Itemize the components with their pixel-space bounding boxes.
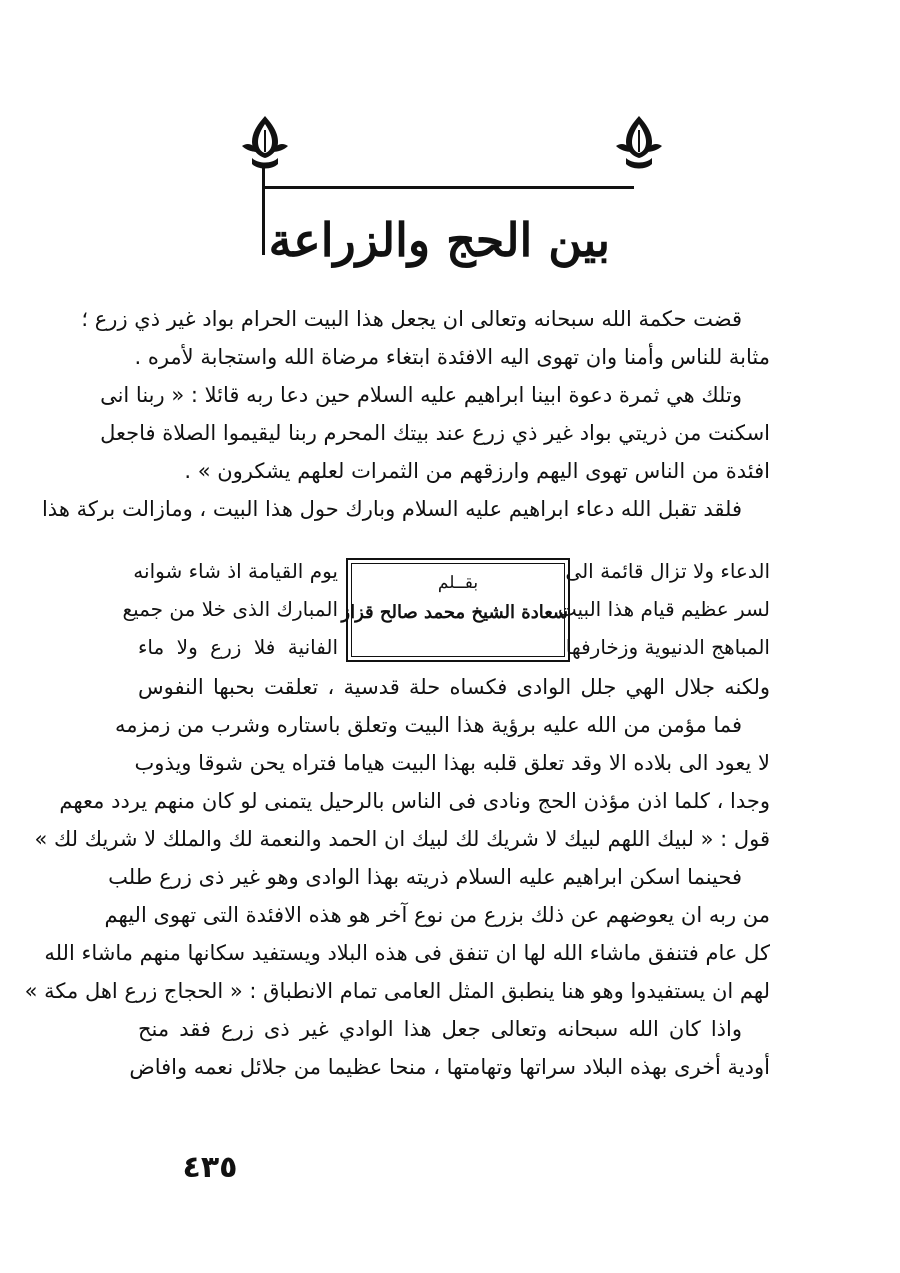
split-line-right: الدعاء ولا تزال قائمة الى [565, 559, 770, 583]
body-line: كل عام فتنفق ماشاء الله لها ان تنفق فى هذه البلاد ويستفيد سكانها منهم ماشاء الله [44, 941, 770, 965]
split-line-right: المباهج الدنيوية وزخارفها [565, 635, 770, 659]
article-body-top [41, 300, 770, 528]
body-line: فلقد تقبل الله دعاء ابراهيم عليه السلام وبارك حول هذا البيت ، ومازالت بركة هذا [41, 497, 742, 521]
split-line-left: الفانية فلا زرع ولا ماء [138, 635, 338, 659]
right-lotus-ornament-icon [612, 112, 666, 172]
body-line: اسكنت من ذريتي بواد غير ذي زرع عند بيتك المحرم ربنا ليقيموا الصلاة فاجعل [100, 421, 770, 445]
body-line: واذا كان الله سبحانه وتعالى جعل هذا الوادي غير ذى زرع فقد منح [138, 1017, 742, 1041]
body-line: ولكنه جلال الهي جلل الوادى فكساه حلة قدسية ، تعلقت بحبها النفوس [138, 675, 770, 699]
split-line-left: المبارك الذى خلا من جميع [122, 597, 338, 621]
header-vertical-rule [262, 165, 265, 255]
byline-box [341, 558, 570, 662]
byline-author: سعادة الشيخ محمد صالح قزاز [341, 602, 568, 623]
body-line: قضت حكمة الله سبحانه وتعالى ان يجعل هذا البيت الحرام بواد غير ذي زرع ؛ [81, 307, 742, 331]
body-line: افئدة من الناس تهوى اليهم وارزقهم من الثمرات لعلهم يشكرون » . [184, 459, 770, 483]
body-line: وجدا ، كلما اذن مؤذن الحج ونادى فى الناس بالرحيل يتمنى لو كان منهم يردد معهم [59, 789, 770, 813]
body-line: مثابة للناس وأمنا وان تهوى اليه الافئدة ابتغاء مرضاة الله واستجابة لأمره . [134, 345, 770, 369]
body-line: فحينما اسكن ابراهيم عليه السلام ذريته بهذا الوادى وهو غير ذى زرع طلب [108, 865, 742, 889]
body-line: فما مؤمن من الله عليه برؤية هذا البيت وتعلق باستاره وشرب من زمزمه [114, 713, 742, 737]
page-number: ٤٣٥ [182, 1150, 238, 1185]
byline-label: بقــلم [437, 573, 479, 593]
header-horizontal-rule [262, 186, 634, 189]
body-line: وتلك هي ثمرة دعوة ابينا ابراهيم عليه السلام حين دعا ربه قائلا : « ربنا انى [100, 383, 742, 407]
split-line-left: يوم القيامة اذ شاء شوانه [133, 559, 338, 583]
split-line-right: لسر عظيم قيام هذا البيت [557, 597, 770, 621]
body-line: قول : « لبيك اللهم لبيك لا شريك لك لبيك ان الحمد والنعمة لك والملك لا شريك لك » [34, 827, 770, 851]
article-body-bottom [24, 668, 770, 1086]
body-line: من ربه ان يعوضهم عن ذلك بزرع من نوع آخر هو هذه الافئدة التى تهوى اليهم [104, 903, 770, 927]
body-line: لهم ان يستفيدوا وهو هنا ينطبق المثل العامى تمام الانطباق : « الحجاج زرع اهل مكة » [24, 979, 770, 1003]
left-lotus-ornament-icon [238, 112, 292, 172]
body-line: أودية أخرى بهذه البلاد سراتها وتهامتها ، منحا عظيما من جلائل نعمه وافاض [129, 1055, 770, 1079]
body-line: لا يعود الى بلاده الا وقد تعلق قلبه بهذا البيت هياما فتراه يحن شوقا ويذوب [134, 751, 770, 775]
article-title: بين الحج والزراعة [268, 213, 610, 267]
